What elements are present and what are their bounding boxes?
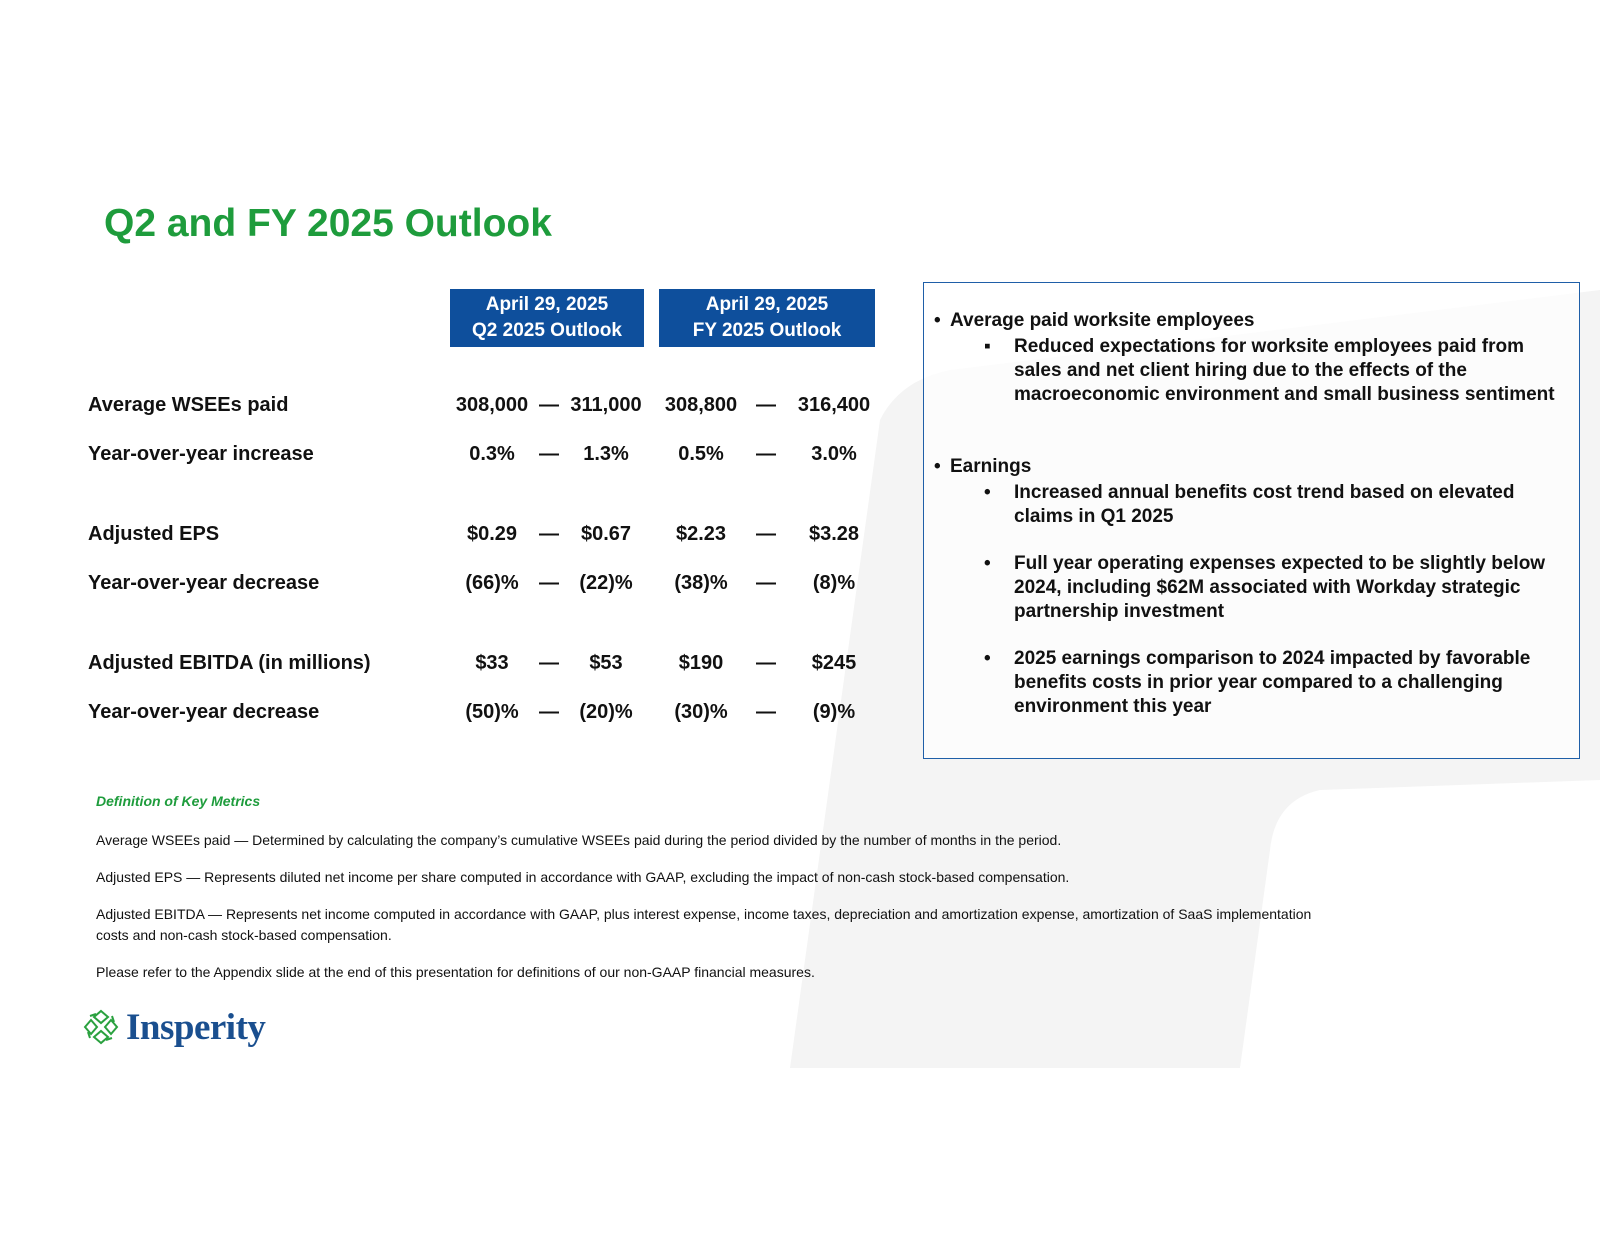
q2-low-value: $0.29	[466, 523, 518, 545]
metric-label: Year-over-year decrease	[88, 572, 320, 594]
insperity-logo	[82, 1003, 265, 1051]
metric-row-wsee-yoy	[0, 443, 900, 473]
range-dash: —	[539, 523, 559, 545]
fy-header-name: FY 2025 Outlook	[692, 320, 842, 341]
q2-low-value: $33	[475, 652, 509, 674]
commentary-item-text: Reduced expectations for worksite employees paid from sales and net client hiring due to the effects of the macroeconomic environment and small business sentiment	[1014, 336, 1555, 405]
fy-high-value: $245	[811, 652, 857, 674]
definition-average-wsees: Average WSEEs paid — Determined by calculating the company’s cumulative WSEEs paid during the period divided by the number of months in the period.	[96, 832, 1062, 848]
range-dash: —	[539, 652, 559, 674]
metric-row-eps-yoy	[0, 572, 900, 602]
metric-label: Year-over-year decrease	[88, 701, 320, 723]
commentary-heading-earnings: • Earnings	[934, 455, 1031, 479]
range-dash: —	[756, 394, 776, 416]
fy-low-value: $190	[678, 652, 724, 674]
q2-high-value: (22)%	[579, 572, 633, 594]
q2-high-value: 1.3%	[583, 443, 629, 465]
q2-low-value: (50)%	[465, 701, 519, 723]
range-dash: —	[539, 443, 559, 465]
fy-low-value: $2.23	[675, 523, 727, 545]
definition-appendix-note: Please refer to the Appendix slide at the end of this presentation for definitions of our non-GAAP financial measures.	[96, 964, 815, 980]
q2-outlook-column-header	[450, 289, 644, 347]
metric-label: Average WSEEs paid	[88, 394, 289, 416]
fy-high-value: 316,400	[797, 394, 871, 416]
metric-row-adjusted-eps	[0, 523, 900, 553]
fy-low-value: 308,800	[664, 394, 738, 416]
range-dash: —	[756, 572, 776, 594]
commentary-item	[984, 481, 1564, 529]
range-dash: —	[539, 701, 559, 723]
fy-high-value: 3.0%	[811, 443, 857, 465]
q2-high-value: $53	[589, 652, 623, 674]
q2-high-value: 311,000	[570, 394, 642, 416]
commentary-item	[984, 335, 1564, 407]
fy-high-value: $3.28	[808, 523, 860, 545]
commentary-heading-wsee: • Average paid worksite employees	[934, 309, 1254, 333]
range-dash: —	[756, 523, 776, 545]
range-dash: —	[756, 701, 776, 723]
metric-row-average-wsees	[0, 394, 900, 424]
commentary-item	[984, 647, 1564, 719]
range-dash: —	[539, 572, 559, 594]
q2-header-date: April 29, 2025	[485, 294, 609, 315]
metric-label: Adjusted EPS	[88, 523, 220, 545]
range-dash: —	[756, 443, 776, 465]
commentary-item-text: Full year operating expenses expected to be slightly below 2024, including $62M associated with Workday strategic partnership investment	[1014, 553, 1546, 622]
bullet-icon: •	[984, 482, 991, 503]
fy-low-value: (30)%	[674, 701, 728, 723]
definition-adjusted-ebitda: Adjusted EBITDA — Represents net income computed in accordance with GAAP, plus interest expense, income taxes, depreciation and amortization expense, amortization of SaaS implementation costs and non-cash stock-based compensation.	[96, 906, 1312, 943]
q2-low-value: (66)%	[465, 572, 519, 594]
metric-row-adjusted-ebitda	[0, 652, 900, 682]
insperity-logo-icon	[82, 1008, 120, 1046]
fy-outlook-column-header	[659, 289, 875, 347]
metric-label: Year-over-year increase	[88, 443, 314, 465]
fy-high-value: (8)%	[812, 572, 856, 594]
range-dash: —	[756, 652, 776, 674]
fy-low-value: 0.5%	[678, 443, 724, 465]
square-bullet-icon: ▪	[984, 336, 991, 357]
fy-low-value: (38)%	[674, 572, 728, 594]
q2-low-value: 0.3%	[469, 443, 515, 465]
q2-low-value: 308,000	[455, 394, 529, 416]
outlook-commentary-box	[923, 282, 1580, 759]
fy-high-value: (9)%	[812, 701, 856, 723]
metric-row-ebitda-yoy	[0, 701, 900, 731]
commentary-item-text: Increased annual benefits cost trend based on elevated claims in Q1 2025	[1014, 482, 1515, 527]
q2-high-value: $0.67	[580, 523, 632, 545]
page-title: Q2 and FY 2025 Outlook	[104, 202, 552, 245]
bullet-icon: •	[984, 648, 991, 669]
fy-header-date: April 29, 2025	[705, 294, 829, 315]
q2-header-name: Q2 2025 Outlook	[472, 320, 622, 341]
metric-label: Adjusted EBITDA (in millions)	[88, 652, 371, 674]
logo-wordmark: Insperity	[126, 1006, 266, 1048]
definition-adjusted-eps: Adjusted EPS — Represents diluted net income per share computed in accordance with GAAP, excluding the impact of non-cash stock-based compensation.	[96, 869, 1070, 885]
commentary-item	[984, 552, 1564, 624]
commentary-item-text: 2025 earnings comparison to 2024 impacted by favorable benefits costs in prior year compared to a challenging environment this year	[1014, 648, 1531, 717]
q2-high-value: (20)%	[579, 701, 633, 723]
bullet-icon: •	[984, 553, 991, 574]
range-dash: —	[539, 394, 559, 416]
definitions-title: Definition of Key Metrics	[96, 793, 261, 809]
